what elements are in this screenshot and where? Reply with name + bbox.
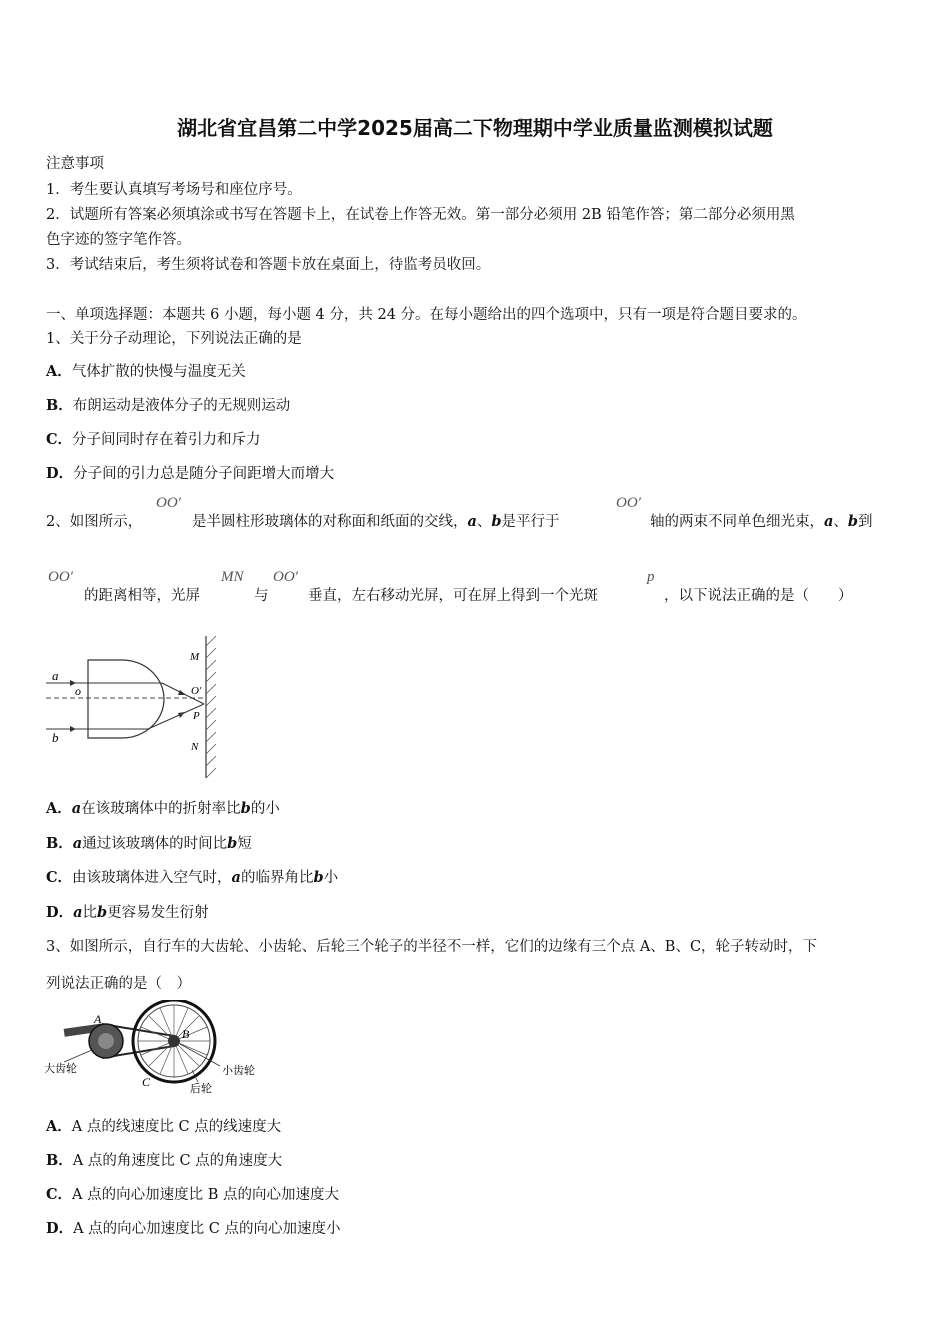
q2-stem-part-2: 是半圆柱形玻璃体的对称面和纸面的交线， — [192, 514, 468, 530]
q1-option-d — [46, 462, 334, 483]
option-text: 分子间的引力总是随分子间距增大而增大 — [73, 466, 335, 482]
q2-stem-part-3: 是平行于 — [501, 514, 560, 530]
q2-math-oo-1: OO′ — [156, 495, 181, 511]
separator: 、 — [833, 514, 848, 530]
option-label: C． — [46, 1186, 73, 1203]
var-a: a — [467, 513, 477, 530]
q1-stem: 1、关于分子动理论，下列说法正确的是 — [46, 331, 302, 347]
var-b: b — [313, 869, 324, 886]
q2-stem-line-1b — [650, 510, 873, 531]
label-small-sprocket: 小齿轮 — [222, 1065, 255, 1077]
q2-option-c — [46, 866, 338, 887]
var-a: a — [231, 869, 241, 886]
var-b: b — [240, 800, 251, 817]
q3-option-a — [46, 1115, 281, 1136]
option-text: 气体扩散的快慢与温度无关 — [71, 364, 246, 380]
q3-option-b — [46, 1149, 282, 1170]
q3-stem-line-2: 列说法正确的是（ ） — [46, 976, 191, 992]
option-text: 的小 — [250, 801, 280, 817]
option-label: C． — [46, 431, 73, 448]
label-point-c: C — [142, 1075, 151, 1089]
option-text: 比 — [82, 905, 97, 921]
option-label: A． — [46, 800, 72, 817]
q2-stem-part-9: ，以下说法正确的是（ ） — [664, 588, 853, 604]
big-sprocket-hub — [98, 1033, 114, 1049]
label-rear-wheel: 后轮 — [190, 1083, 212, 1095]
notice-line-2b: 色字迹的签字笔作答。 — [46, 232, 191, 248]
q1-option-c — [46, 428, 261, 449]
q2-math-mn: MN — [221, 569, 244, 585]
var-a: a — [824, 513, 834, 530]
label-o: o — [75, 684, 81, 698]
q2-stem-part-6: 的距离相等，光屏 — [84, 588, 200, 604]
label-a: a — [52, 668, 59, 683]
label-big-sprocket: 大齿轮 — [44, 1063, 77, 1075]
option-text: A 点的线速度比 C 点的线速度大 — [71, 1119, 282, 1135]
q1-option-b — [46, 394, 290, 415]
q2-option-a — [46, 797, 280, 818]
label-n: N — [191, 741, 199, 753]
ray-b-arrow — [70, 726, 76, 732]
q2-stem-part-4: 轴的两束不同单色细光束， — [650, 514, 824, 530]
q2-math-oo-4: OO′ — [273, 569, 298, 585]
var-a: a — [71, 800, 82, 817]
q2-optics-figure — [44, 632, 234, 782]
q3-stem-line-1: 3、如图所示，自行车的大齿轮、小齿轮、后轮三个轮子的半径不一样，它们的边缘有三个点 A、B、C，轮子转动时，下 — [46, 939, 818, 955]
option-label: B． — [46, 1152, 73, 1169]
label-point-a: A — [94, 1012, 102, 1026]
option-label: B． — [46, 835, 73, 852]
pointer-big-sprocket — [64, 1050, 92, 1062]
half-cylinder-glass — [88, 660, 164, 738]
option-label: A． — [46, 363, 72, 380]
q2-stem-part-7: 与 — [254, 588, 269, 604]
separator: 、 — [476, 514, 492, 530]
q3-bicycle-figure — [42, 1000, 272, 1096]
option-text: A 点的向心加速度比 C 点的向心加速度小 — [73, 1221, 341, 1237]
q1-option-a — [46, 360, 246, 381]
var-b: b — [491, 513, 502, 530]
option-text: 布朗运动是液体分子的无规则运动 — [72, 398, 291, 414]
q3-option-d — [46, 1217, 340, 1238]
option-text: A 点的角速度比 C 点的角速度大 — [72, 1153, 283, 1169]
option-label: A． — [46, 1118, 72, 1135]
label-point-b: B — [182, 1027, 190, 1041]
notice-line-1: 1．考生要认真填写考场号和座位序号。 — [46, 182, 302, 198]
q2-math-p: p — [647, 569, 655, 585]
q2-stem-line-1 — [192, 510, 560, 531]
option-text: 在该玻璃体中的折射率比 — [81, 801, 241, 817]
section-heading: 一、单项选择题：本题共 6 小题，每小题 4 分，共 24 分。在每小题给出的四个选项中，只有一项是符合题目要求的。 — [46, 307, 807, 323]
option-text: 的临界角比 — [240, 870, 314, 886]
q2-math-oo-2: OO′ — [616, 495, 641, 511]
option-label: D． — [46, 465, 74, 482]
option-text: 分子间同时存在着引力和斥力 — [72, 432, 261, 448]
q2-stem-part-1: 2、如图所示， — [46, 514, 143, 530]
option-label: D． — [46, 1220, 74, 1237]
q2-math-oo-3: OO′ — [48, 569, 73, 585]
option-text: 由该玻璃体进入空气时， — [72, 870, 232, 886]
small-sprocket — [168, 1035, 180, 1047]
ray-a-refracted-arrow — [178, 690, 186, 695]
label-m: M — [190, 651, 200, 663]
notice-line-2a: 2．试题所有答案必须填涂或书写在答题卡上，在试卷上作答无效。第一部分必须用 2B 铅笔作答；第二部分必须用黑 — [46, 207, 795, 223]
q2-option-d — [46, 901, 209, 922]
page-title: 湖北省宜昌第二中学2025届高二下物理期中学业质量监测模拟试题 — [177, 116, 773, 140]
var-b: b — [96, 904, 108, 921]
label-p: P — [193, 710, 200, 722]
label-b: b — [52, 730, 59, 745]
var-b: b — [227, 835, 238, 852]
option-text: 通过该玻璃体的时间比 — [82, 836, 228, 852]
q2-option-b — [46, 832, 252, 853]
q3-option-c — [46, 1183, 339, 1204]
var-b: b — [847, 513, 859, 530]
option-text: A 点的向心加速度比 B 点的向心加速度大 — [72, 1187, 339, 1203]
option-label: D． — [46, 904, 74, 921]
q2-stem-part-8: 垂直，左右移动光屏，可在屏上得到一个光斑 — [308, 588, 598, 604]
option-text: 更容易发生衍射 — [107, 905, 209, 921]
notice-heading: 注意事项 — [46, 156, 104, 172]
option-label: C． — [46, 869, 73, 886]
option-text: 小 — [323, 870, 339, 886]
option-label: B． — [46, 397, 73, 414]
ray-b-refracted-arrow — [178, 712, 185, 718]
option-text: 短 — [237, 836, 252, 852]
q2-stem-part-5: 到 — [858, 514, 873, 530]
var-a: a — [72, 835, 83, 852]
label-o-prime: O′ — [191, 685, 202, 697]
var-a: a — [73, 904, 83, 921]
notice-line-3: 3．考试结束后，考生须将试卷和答题卡放在桌面上，待监考员收回。 — [46, 257, 491, 273]
screen-hatching — [206, 636, 216, 778]
